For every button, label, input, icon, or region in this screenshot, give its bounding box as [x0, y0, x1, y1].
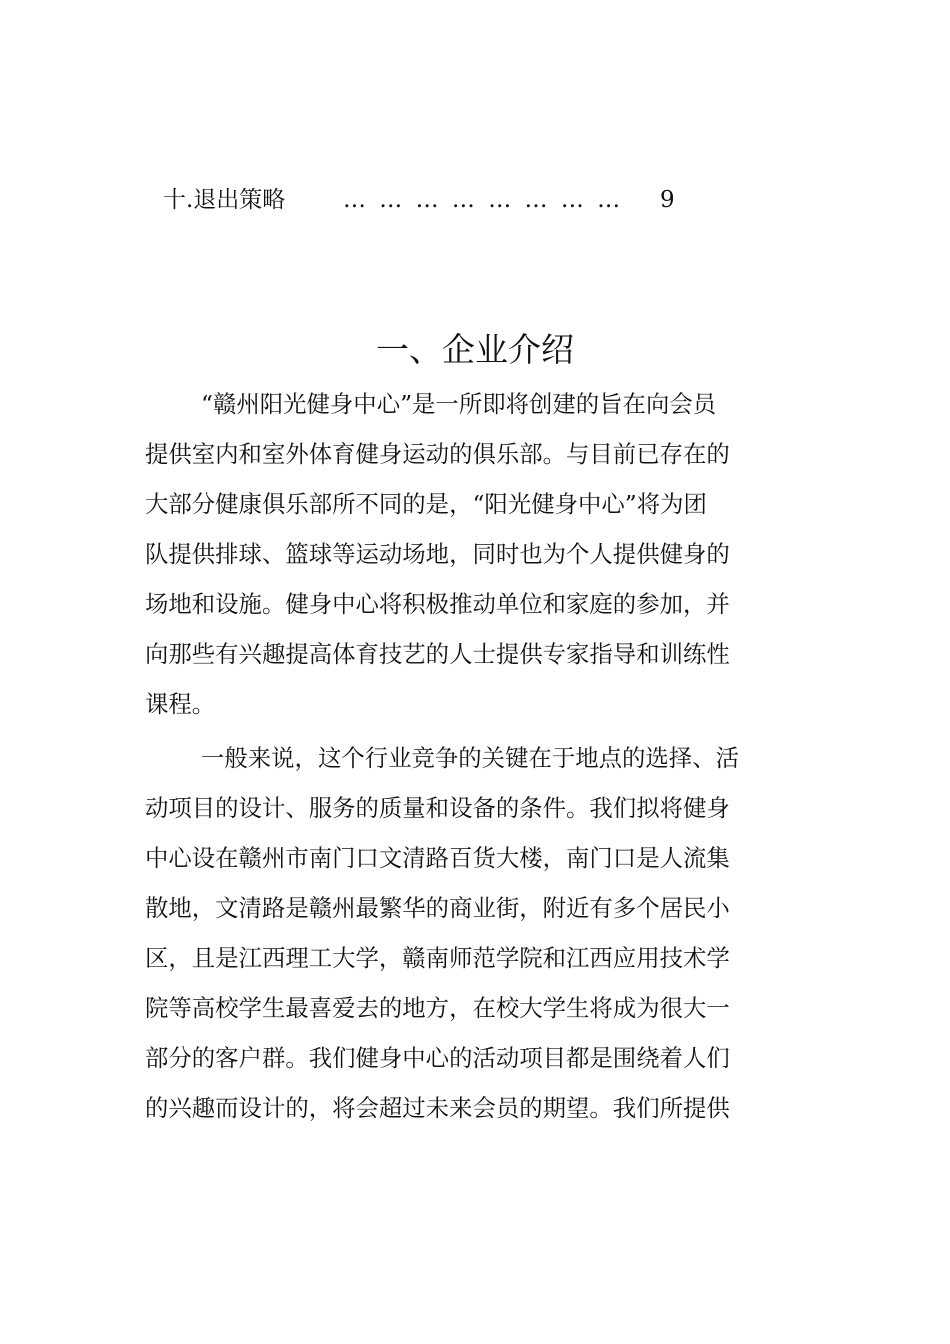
paragraph-location [145, 733, 805, 1133]
paragraph-line: “赣州阳光健身中心”是一所即将创建的旨在向会员 [201, 390, 717, 418]
paragraph-line: 提供室内和室外体育健身运动的俱乐部。与目前已存在的 [145, 440, 730, 468]
paragraph-line: 中心设在赣州市南门口文清路百货大楼，南门口是人流集 [145, 844, 730, 872]
toc-entry-label: 十.退出策略 [163, 187, 286, 213]
paragraph-line: 院等高校学生最喜爱去的地方，在校大学生将成为很大一 [145, 994, 730, 1022]
paragraph-intro [145, 379, 805, 729]
section-heading: 一、企业介绍 [376, 330, 574, 369]
paragraph-line: 的兴趣而设计的，将会超过未来会员的期望。我们所提供 [145, 1094, 730, 1122]
paragraph-line: 散地，文清路是赣州最繁华的商业街，附近有多个居民小 [145, 894, 730, 922]
toc-dot-leader: … … … … … … … … [343, 187, 624, 213]
paragraph-line: 大部分健康俱乐部所不同的是，“阳光健身中心”将为团 [145, 490, 707, 518]
toc-entry[interactable] [163, 182, 683, 218]
paragraph-line: 动项目的设计、服务的质量和设备的条件。我们拟将健身 [145, 794, 730, 822]
toc-page-number: 9 [660, 187, 675, 213]
paragraph-line: 场地和设施。健身中心将积极推动单位和家庭的参加，并 [145, 590, 730, 618]
paragraph-line: 部分的客户群。我们健身中心的活动项目都是围绕着人们 [145, 1044, 730, 1072]
paragraph-line: 区，且是江西理工大学，赣南师范学院和江西应用技术学 [145, 944, 730, 972]
paragraph-line: 向那些有兴趣提高体育技艺的人士提供专家指导和训练性 [145, 640, 730, 668]
paragraph-line: 队提供排球、篮球等运动场地，同时也为个人提供健身的 [145, 540, 730, 568]
paragraph-line: 课程。 [145, 690, 216, 718]
paragraph-line: 一般来说，这个行业竞争的关键在于地点的选择、活 [201, 744, 739, 772]
